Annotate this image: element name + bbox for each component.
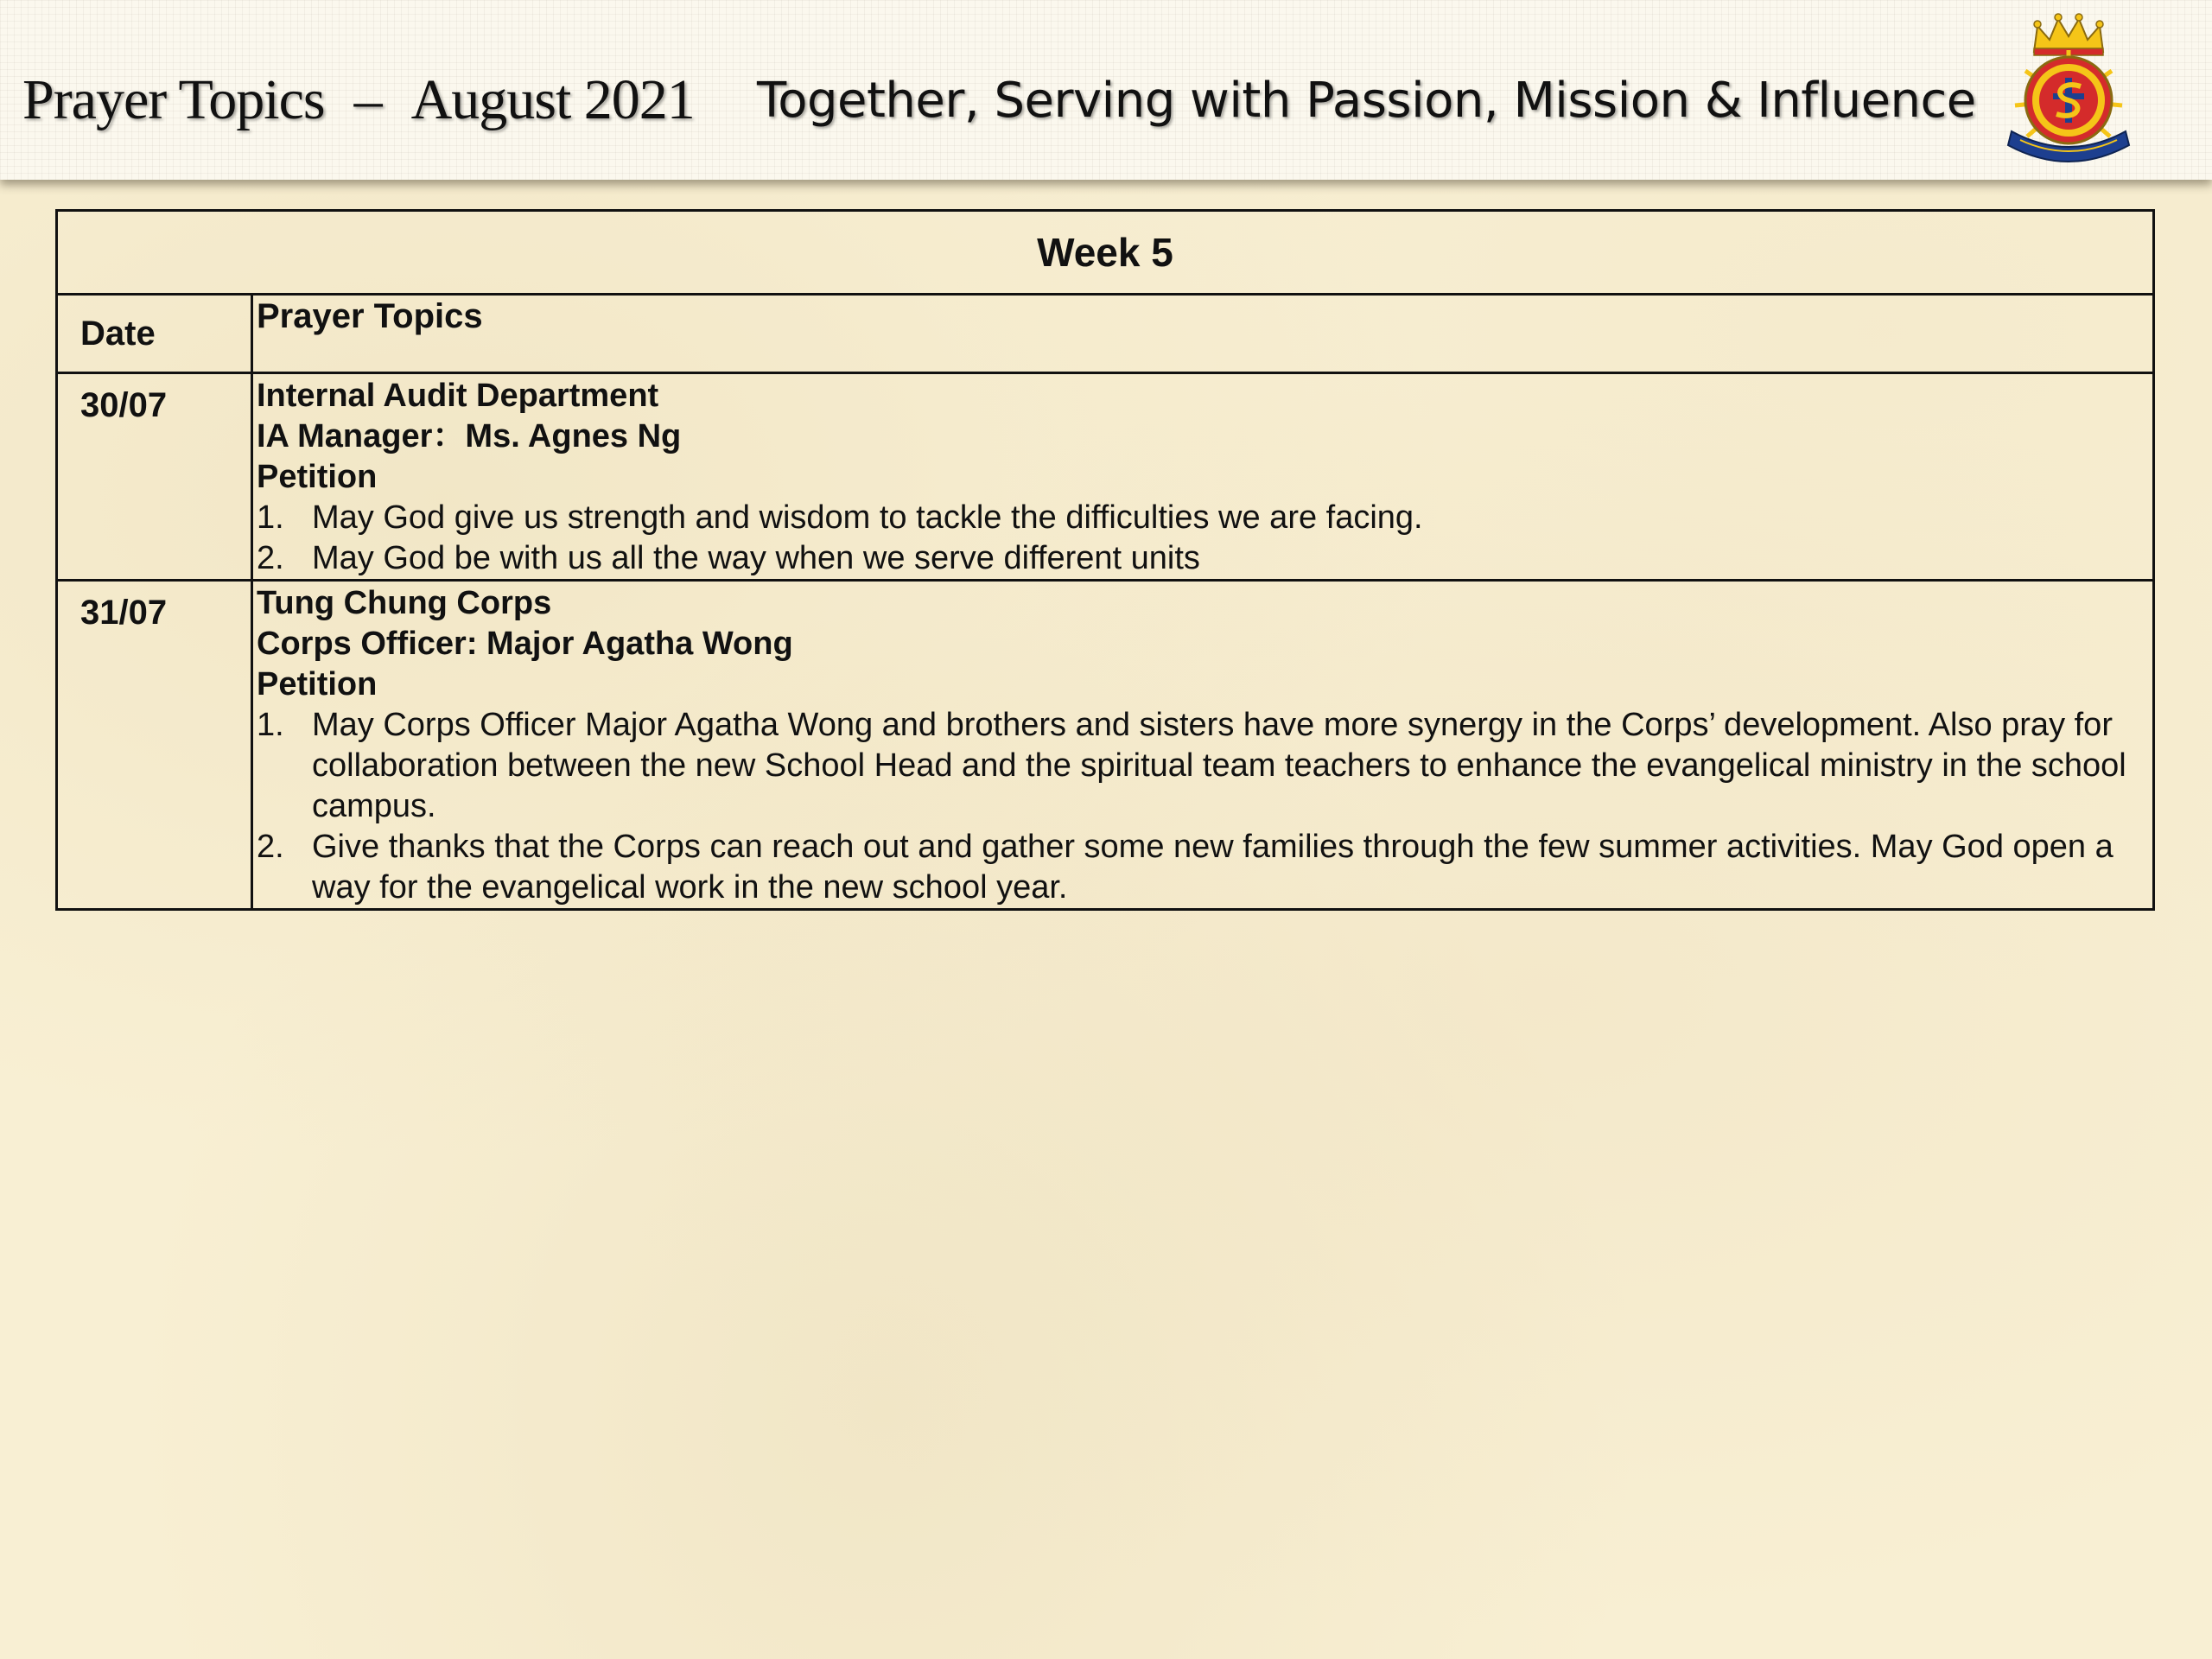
column-header-topics: Prayer Topics	[252, 295, 2154, 373]
row-topics	[252, 373, 2154, 581]
title-month: August 2021	[410, 68, 695, 131]
list-item-number: 1.	[257, 707, 284, 743]
row-date: 31/07	[57, 581, 252, 910]
list-item	[257, 538, 2147, 579]
table-row	[57, 373, 2154, 581]
list-item	[257, 498, 2147, 538]
prayer-topics-table	[55, 209, 2155, 911]
column-header-date: Date	[57, 295, 252, 373]
week-header-row	[57, 211, 2154, 295]
table-row	[57, 581, 2154, 910]
list-item-text: May God give us strength and wisdom to tackle the difficulties we are facing.	[312, 499, 1423, 536]
salvation-army-crest-icon	[1999, 10, 2138, 166]
petition-list	[257, 498, 2147, 579]
page-header	[0, 0, 2212, 180]
petition-label: Petition	[257, 459, 378, 495]
list-item-text: May God be with us all the way when we serve different units	[312, 540, 1200, 576]
petition-label: Petition	[257, 666, 378, 702]
page-title	[22, 67, 695, 133]
officer-name: IA Manager：Ms. Agnes Ng	[257, 418, 682, 454]
list-item-number: 1.	[257, 499, 284, 536]
petition-list	[257, 705, 2147, 908]
row-date: 30/07	[57, 373, 252, 581]
title-text: Prayer Topics	[22, 68, 325, 131]
header-slogan: Together, Serving with Passion, Mission & Influence	[757, 73, 1976, 129]
column-header-row	[57, 295, 2154, 373]
unit-name: Tung Chung Corps	[257, 585, 552, 621]
prayer-table-container	[55, 209, 2155, 911]
row-topics	[252, 581, 2154, 910]
week-label: Week 5	[57, 211, 2154, 295]
list-item-text: May Corps Officer Major Agatha Wong and brothers and sisters have more synergy in the Corps’ development. Also pray for collaboration between the new School Head and the spiritual team teachers to enhance the evangelical ministry in the school campus.	[312, 707, 2126, 824]
list-item	[257, 705, 2147, 827]
officer-name: Corps Officer: Major Agatha Wong	[257, 626, 793, 662]
list-item-text: Give thanks that the Corps can reach out and gather some new families through the few summer activities. May God open a way for the evangelical work in the new school year.	[312, 829, 2113, 906]
list-item	[257, 827, 2147, 908]
list-item-number: 2.	[257, 540, 284, 576]
title-separator: –	[353, 68, 382, 131]
unit-name: Internal Audit Department	[257, 378, 659, 414]
list-item-number: 2.	[257, 829, 284, 865]
